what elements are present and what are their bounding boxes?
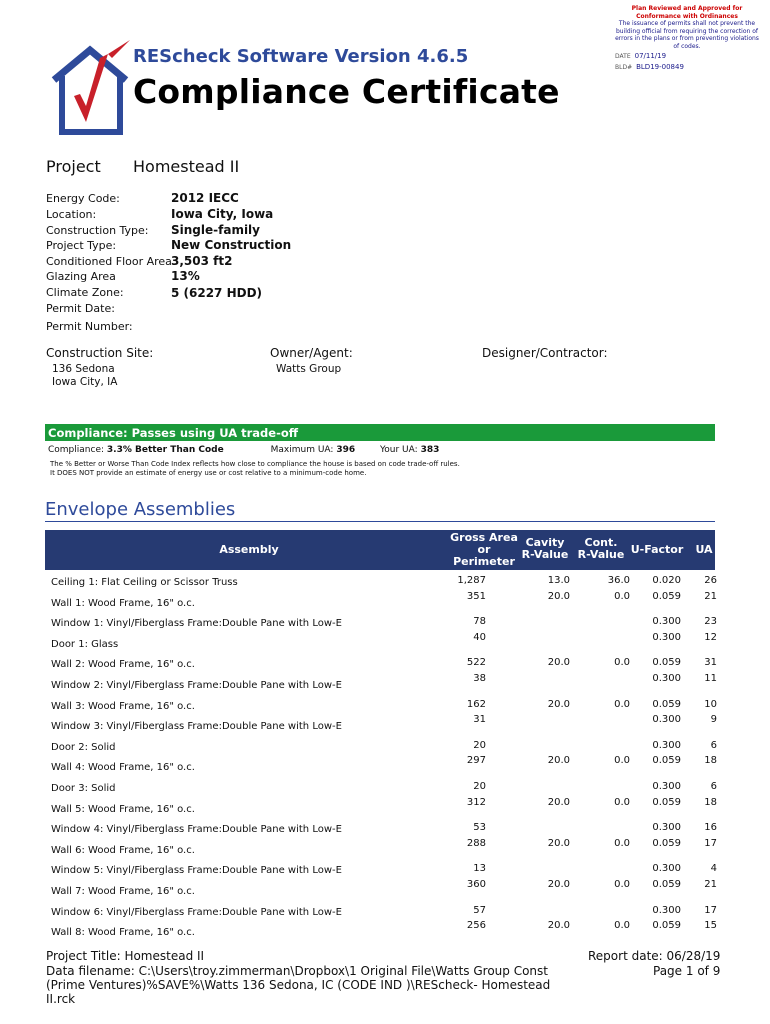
cell-u: 0.059 <box>652 590 681 602</box>
owner-name: Watts Group <box>276 363 342 375</box>
col-ua: UA <box>695 543 713 556</box>
cell-ua: 10 <box>704 698 717 710</box>
cell-u: 0.059 <box>652 755 681 767</box>
cell-area: 351 <box>466 590 486 602</box>
info-value: 3,503 ft2 <box>171 254 233 268</box>
cell-ua: 9 <box>710 714 717 726</box>
cell-cavity: 20.0 <box>547 755 570 767</box>
cell-ua: 11 <box>704 673 717 684</box>
cell-ua: 6 <box>710 781 717 792</box>
cell-area: 78 <box>473 616 486 628</box>
cell-u: 0.059 <box>652 657 681 669</box>
cell-area: 1,287 <box>457 575 486 586</box>
compliance-value: 3.3% Better Than Code <box>106 445 224 455</box>
footer-page-number: Page 1 of 9 <box>653 964 721 978</box>
info-label: Construction Type: <box>46 224 149 237</box>
table-row <box>45 697 715 717</box>
info-value: 5 (6227 HDD) <box>171 286 263 300</box>
table-row <box>45 920 717 943</box>
cell-area: 20 <box>473 739 486 751</box>
table-row <box>45 796 717 820</box>
cell-ua: 6 <box>710 739 717 751</box>
cell-u: 0.300 <box>652 631 681 643</box>
cell-u: 0.300 <box>652 673 681 684</box>
cell-u: 0.059 <box>652 796 681 808</box>
cell-u: 0.300 <box>652 616 681 628</box>
cell-ua: 16 <box>704 822 717 834</box>
cell-cont: 0.0 <box>614 879 630 890</box>
stamp-title: Plan Reviewed and Approved for Conformance with Ordinances <box>631 5 743 20</box>
assembly-name: Wall 3: Wood Frame, 16" o.c. <box>51 700 195 712</box>
cell-area: 256 <box>466 920 486 932</box>
compliance-summary: Compliance: 3.3% Better Than Code Maximum UA: 396 Your UA: 383 <box>48 445 440 455</box>
cell-ua: 18 <box>704 796 717 808</box>
construction-site-label: Construction Site: <box>46 346 154 360</box>
col-assembly: Assembly <box>219 543 279 556</box>
assembly-name: Wall 2: Wood Frame, 16" o.c. <box>51 659 195 671</box>
table-row <box>45 631 717 655</box>
assembly-name: Window 5: Vinyl/Fiberglass Frame:Double Pane with Low-E <box>51 865 342 877</box>
assembly-name: Window 1: Vinyl/Fiberglass Frame:Double Pane with Low-E <box>51 618 342 630</box>
cell-u: 0.059 <box>652 920 681 932</box>
assembly-name: Door 2: Solid <box>51 741 116 753</box>
software-version: REScheck Software Version 4.6.5 <box>133 46 469 67</box>
cell-area: 20 <box>473 781 486 792</box>
cell-area: 297 <box>466 755 486 767</box>
info-label: Permit Date: <box>46 302 115 315</box>
cell-cavity: 20.0 <box>547 837 570 849</box>
table-row <box>45 655 715 675</box>
table-header <box>45 530 715 570</box>
project-label: Project <box>46 157 101 176</box>
footer-report-date: Report date: 06/28/19 <box>588 949 721 963</box>
your-ua-value: 383 <box>420 445 440 455</box>
table-row <box>45 837 717 861</box>
info-value: 2012 IECC <box>171 191 239 205</box>
info-label: Glazing Area <box>46 270 116 283</box>
rescheck-house-check-icon <box>48 36 132 136</box>
cell-cavity: 20.0 <box>547 590 570 602</box>
info-label: Climate Zone: <box>46 286 124 299</box>
cell-ua: 15 <box>704 920 717 932</box>
cell-u: 0.300 <box>652 904 681 916</box>
cell-u: 0.059 <box>652 837 681 849</box>
cell-cont: 0.0 <box>614 698 630 710</box>
cell-area: 312 <box>466 796 486 808</box>
cell-area: 53 <box>473 822 486 834</box>
cell-cont: 0.0 <box>614 755 630 767</box>
cell-area: 38 <box>473 673 486 684</box>
cell-cont: 0.0 <box>614 796 630 808</box>
info-label: Conditioned Floor Area: <box>46 255 176 268</box>
info-value: Iowa City, Iowa <box>171 207 274 221</box>
max-ua-value: 396 <box>336 445 356 455</box>
cell-ua: 31 <box>704 657 717 669</box>
cell-ua: 23 <box>704 616 717 628</box>
assembly-name: Window 4: Vinyl/Fiberglass Frame:Double Pane with Low-E <box>51 824 342 836</box>
cell-ua: 17 <box>704 837 717 849</box>
cell-area: 522 <box>466 657 486 669</box>
assembly-name: Wall 1: Wood Frame, 16" o.c. <box>51 597 195 609</box>
table-row <box>45 614 715 634</box>
compliance-note: The % Better or Worse Than Code Index reflects how close to compliance the house is based on code trade-off rules. It DOES NOT provide an estimate of energy use or cost relative to a minimum-code home. <box>50 460 460 477</box>
cell-area: 360 <box>466 879 486 890</box>
cell-ua: 4 <box>710 863 717 875</box>
cell-cont: 0.0 <box>614 657 630 669</box>
cell-cont: 36.0 <box>607 575 630 586</box>
stamp-body: The issuance of permits shall not prevent the building official from requiring the correction of errors in the plans or from preventing violations of codes. <box>615 20 759 50</box>
approval-stamp <box>612 5 762 50</box>
owner-agent-label: Owner/Agent: <box>270 346 353 360</box>
cell-area: 40 <box>473 631 486 643</box>
divider <box>45 521 715 522</box>
stamp-fields: DATE 07/11/19 BLD# BLD19-00849 <box>615 52 684 71</box>
cell-cavity: 20.0 <box>547 698 570 710</box>
cell-cavity: 20.0 <box>547 796 570 808</box>
cell-cont: 0.0 <box>614 837 630 849</box>
cell-cavity: 20.0 <box>547 657 570 669</box>
cell-cont: 0.0 <box>614 590 630 602</box>
cell-ua: 21 <box>704 879 717 890</box>
cell-u: 0.059 <box>652 698 681 710</box>
col-u-factor: U-Factor <box>630 543 684 556</box>
cell-area: 31 <box>473 714 486 726</box>
info-value: Single-family <box>171 223 260 237</box>
cell-ua: 17 <box>704 904 717 916</box>
info-value: 13% <box>171 269 200 283</box>
cell-ua: 12 <box>704 631 717 643</box>
cell-u: 0.300 <box>652 863 681 875</box>
site-address-line: 136 Sedona <box>52 363 115 375</box>
table-row <box>45 755 717 778</box>
assembly-name: Wall 6: Wood Frame, 16" o.c. <box>51 844 195 856</box>
info-label: Project Type: <box>46 239 117 252</box>
section-title: Envelope Assemblies <box>45 499 236 520</box>
cell-u: 0.020 <box>652 575 681 586</box>
project-name: Homestead II <box>133 157 240 176</box>
cell-cavity: 13.0 <box>547 575 570 586</box>
table-row <box>45 714 717 737</box>
cell-cavity: 20.0 <box>547 920 570 932</box>
page-title: Compliance Certificate <box>133 72 560 111</box>
cell-u: 0.300 <box>652 739 681 751</box>
info-label: Energy Code: <box>46 192 120 205</box>
site-address-line: Iowa City, IA <box>52 376 118 388</box>
cell-area: 162 <box>466 698 486 710</box>
cell-u: 0.300 <box>652 822 681 834</box>
info-label: Location: <box>46 208 97 221</box>
assembly-name: Door 1: Glass <box>51 638 119 650</box>
col-cavity-r: Cavity R-Value <box>521 536 569 561</box>
cell-u: 0.059 <box>652 879 681 890</box>
col-cont-r: Cont. R-Value <box>577 536 625 561</box>
info-value: New Construction <box>171 238 292 252</box>
assembly-name: Wall 4: Wood Frame, 16" o.c. <box>51 762 195 774</box>
stamp-bldg: BLD19-00849 <box>636 63 684 71</box>
compliance-banner: Compliance: Passes using UA trade-off <box>45 424 715 441</box>
col-gross-area: Gross Area or Perimeter <box>450 531 518 568</box>
assembly-name: Window 6: Vinyl/Fiberglass Frame:Double Pane with Low-E <box>51 906 342 918</box>
cell-ua: 18 <box>704 755 717 767</box>
table-row <box>45 590 717 614</box>
cell-ua: 21 <box>704 590 717 602</box>
info-label: Permit Number: <box>46 320 133 333</box>
cell-area: 288 <box>466 837 486 849</box>
cell-area: 57 <box>473 904 486 916</box>
assembly-name: Ceiling 1: Flat Ceiling or Scissor Truss <box>51 577 238 588</box>
footer-filename: Data filename: C:\Users\troy.zimmerman\Dropbox\1 Original File\Watts Group Const (Prime Ventures)%SAVE%\Watts 136 Sedona, IC (CODE IND )\REScheck- Homestead II.rck <box>46 964 551 1006</box>
cell-area: 13 <box>473 863 486 875</box>
stamp-date: 07/11/19 <box>634 52 667 60</box>
assembly-name: Door 3: Solid <box>51 783 116 794</box>
table-row <box>45 673 717 696</box>
cell-u: 0.300 <box>652 781 681 792</box>
assembly-name: Window 3: Vinyl/Fiberglass Frame:Double Pane with Low-E <box>51 721 342 733</box>
cell-ua: 26 <box>704 575 717 586</box>
cell-cont: 0.0 <box>614 920 630 932</box>
assembly-name: Wall 5: Wood Frame, 16" o.c. <box>51 803 195 815</box>
assembly-name: Window 2: Vinyl/Fiberglass Frame:Double Pane with Low-E <box>51 680 342 691</box>
designer-contractor-label: Designer/Contractor: <box>482 346 608 360</box>
cell-cavity: 20.0 <box>547 879 570 890</box>
footer-project-title: Project Title: Homestead II <box>46 949 205 963</box>
assembly-name: Wall 7: Wood Frame, 16" o.c. <box>51 886 195 897</box>
assembly-name: Wall 8: Wood Frame, 16" o.c. <box>51 927 195 939</box>
cell-u: 0.300 <box>652 714 681 726</box>
table-row <box>45 879 717 902</box>
